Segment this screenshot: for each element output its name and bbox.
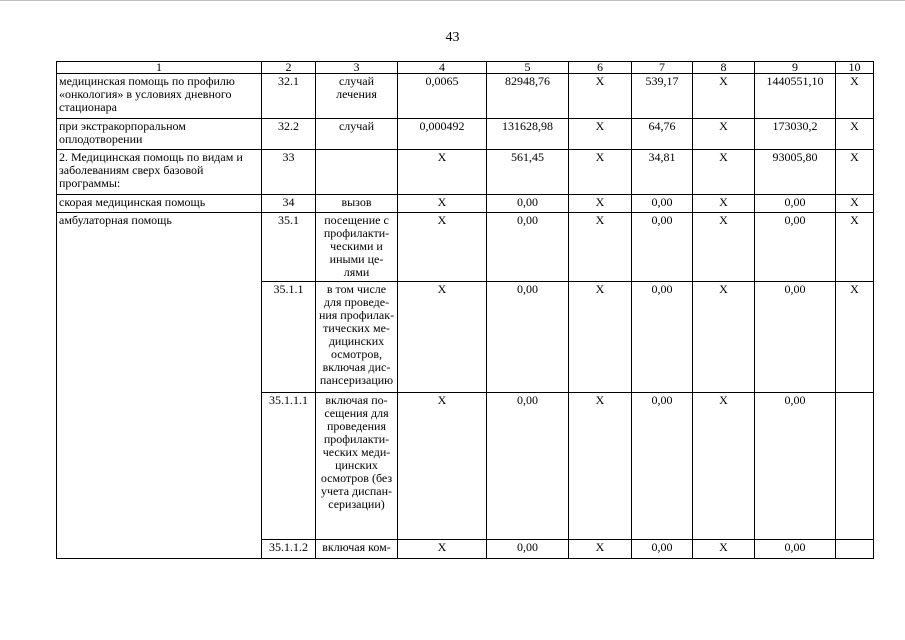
cell-col4: X bbox=[398, 282, 487, 393]
cell-col5: 0,00 bbox=[487, 195, 569, 213]
cell-col7: 34,81 bbox=[632, 150, 693, 195]
cell-col6: X bbox=[569, 119, 632, 150]
row-unit bbox=[316, 150, 398, 195]
cell-col5: 82948,76 bbox=[487, 74, 569, 119]
cell-col6: X bbox=[569, 213, 632, 282]
column-header: 8 bbox=[693, 62, 755, 74]
data-table bbox=[56, 61, 874, 559]
row-unit: включая ком- bbox=[316, 540, 398, 559]
row-name: при экстракорпоральном оплодотворении bbox=[57, 119, 262, 150]
cell-col7: 0,00 bbox=[632, 195, 693, 213]
table-row bbox=[57, 213, 874, 282]
column-header: 1 bbox=[57, 62, 262, 74]
row-code: 35.1.1.2 bbox=[262, 540, 316, 559]
cell-col7: 0,00 bbox=[632, 393, 693, 540]
cell-col5: 0,00 bbox=[487, 282, 569, 393]
column-header: 2 bbox=[262, 62, 316, 74]
row-name: 2. Медицинская помощь по видам и заболеваниям сверх базовой программы: bbox=[57, 150, 262, 195]
row-unit: посещение с профилакти-ческими и иными це-лями bbox=[316, 213, 398, 282]
row-code: 32.1 bbox=[262, 74, 316, 119]
cell-col6: X bbox=[569, 393, 632, 540]
cell-col9: 0,00 bbox=[755, 393, 836, 540]
cell-col4: X bbox=[398, 213, 487, 282]
column-header: 6 bbox=[569, 62, 632, 74]
row-unit: включая по-сещения для проведения профилакти-ческих меди-цинских осмотров (без учета диспан-серизации) bbox=[316, 393, 398, 540]
cell-col6: X bbox=[569, 282, 632, 393]
cell-col7: 539,17 bbox=[632, 74, 693, 119]
cell-col4: X bbox=[398, 150, 487, 195]
cell-col8: X bbox=[693, 393, 755, 540]
row-code: 32.2 bbox=[262, 119, 316, 150]
scan-edge-line bbox=[0, 0, 905, 3]
cell-col5: 0,00 bbox=[487, 213, 569, 282]
cell-col9: 93005,80 bbox=[755, 150, 836, 195]
cell-col10 bbox=[836, 393, 874, 540]
table-row bbox=[57, 119, 874, 150]
cell-col8: X bbox=[693, 119, 755, 150]
table-row bbox=[57, 74, 874, 119]
cell-col7: 0,00 bbox=[632, 540, 693, 559]
row-code: 33 bbox=[262, 150, 316, 195]
cell-col10: X bbox=[836, 119, 874, 150]
row-name: скорая медицинская помощь bbox=[57, 195, 262, 213]
cell-col8: X bbox=[693, 540, 755, 559]
row-name: медицинская помощь по профилю «онкология» в условиях дневного стационара bbox=[57, 74, 262, 119]
cell-col9: 0,00 bbox=[755, 282, 836, 393]
cell-col9: 173030,2 bbox=[755, 119, 836, 150]
cell-col5: 561,45 bbox=[487, 150, 569, 195]
cell-col5: 0,00 bbox=[487, 393, 569, 540]
cell-col8: X bbox=[693, 213, 755, 282]
cell-col8: X bbox=[693, 282, 755, 393]
cell-col4: 0,000492 bbox=[398, 119, 487, 150]
table-row bbox=[57, 150, 874, 195]
page-number: 43 bbox=[445, 30, 460, 45]
row-unit: случай лечения bbox=[316, 74, 398, 119]
column-header: 3 bbox=[316, 62, 398, 74]
cell-col7: 64,76 bbox=[632, 119, 693, 150]
row-code: 35.1.1.1 bbox=[262, 393, 316, 540]
cell-col10 bbox=[836, 540, 874, 559]
row-name: амбулаторная помощь bbox=[57, 213, 262, 559]
cell-col7: 0,00 bbox=[632, 213, 693, 282]
cell-col6: X bbox=[569, 74, 632, 119]
cell-col7: 0,00 bbox=[632, 282, 693, 393]
cell-col4: X bbox=[398, 540, 487, 559]
table-header-row bbox=[57, 62, 874, 74]
column-header: 5 bbox=[487, 62, 569, 74]
cell-col9: 1440551,10 bbox=[755, 74, 836, 119]
column-header: 10 bbox=[836, 62, 874, 74]
cell-col4: X bbox=[398, 195, 487, 213]
cell-col10: X bbox=[836, 74, 874, 119]
cell-col6: X bbox=[569, 540, 632, 559]
cell-col9: 0,00 bbox=[755, 540, 836, 559]
column-header: 9 bbox=[755, 62, 836, 74]
table-row bbox=[57, 195, 874, 213]
cell-col5: 0,00 bbox=[487, 540, 569, 559]
cell-col8: X bbox=[693, 195, 755, 213]
cell-col6: X bbox=[569, 150, 632, 195]
cell-col8: X bbox=[693, 150, 755, 195]
cell-col5: 131628,98 bbox=[487, 119, 569, 150]
row-unit: случай bbox=[316, 119, 398, 150]
row-unit: в том числе для проведе-ния профилак-тических ме-дицинских осмотров, включая дис-пансеризацию bbox=[316, 282, 398, 393]
row-code: 34 bbox=[262, 195, 316, 213]
column-header: 4 bbox=[398, 62, 487, 74]
cell-col9: 0,00 bbox=[755, 195, 836, 213]
cell-col10: X bbox=[836, 150, 874, 195]
cell-col10: X bbox=[836, 213, 874, 282]
cell-col10: X bbox=[836, 282, 874, 393]
cell-col10: X bbox=[836, 195, 874, 213]
row-code: 35.1.1 bbox=[262, 282, 316, 393]
column-header: 7 bbox=[632, 62, 693, 74]
cell-col4: 0,0065 bbox=[398, 74, 487, 119]
row-code: 35.1 bbox=[262, 213, 316, 282]
cell-col9: 0,00 bbox=[755, 213, 836, 282]
row-unit: вызов bbox=[316, 195, 398, 213]
cell-col4: X bbox=[398, 393, 487, 540]
cell-col8: X bbox=[693, 74, 755, 119]
cell-col6: X bbox=[569, 195, 632, 213]
